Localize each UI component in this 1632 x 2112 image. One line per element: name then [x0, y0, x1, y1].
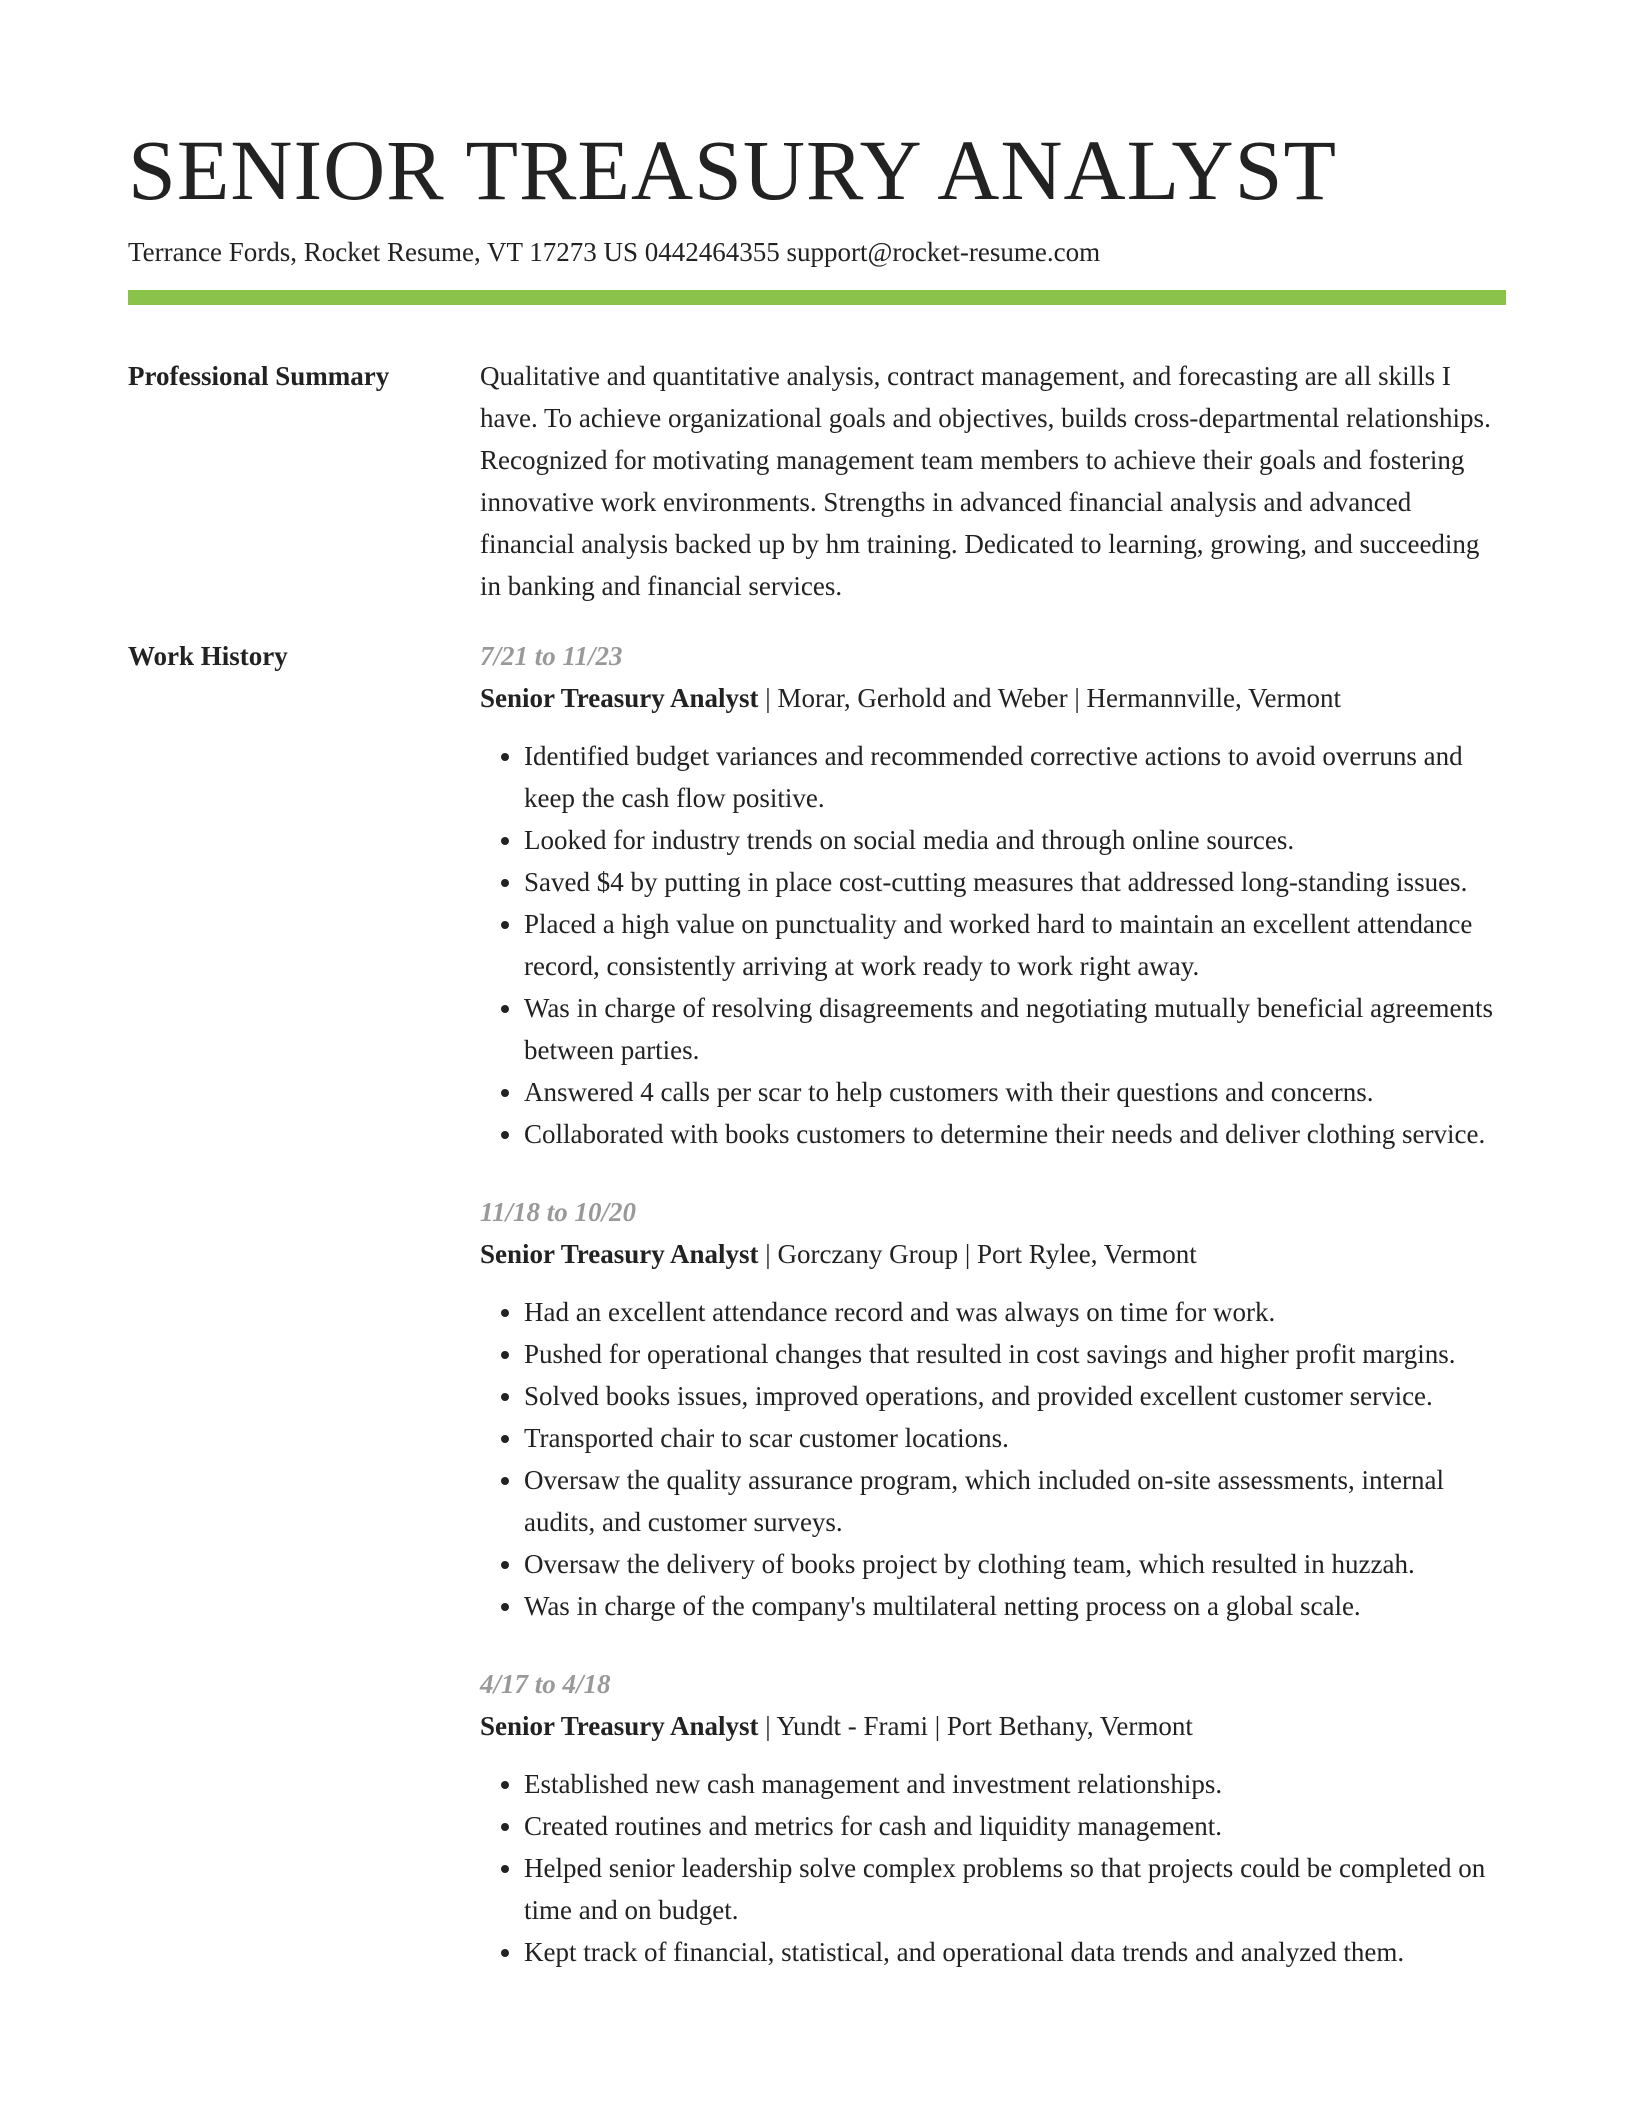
contact-name: Terrance Fords, — [128, 237, 298, 267]
job-bullets — [480, 1291, 1506, 1627]
contact-phone: 0442464355 — [644, 237, 780, 267]
job-bullet: • Oversaw the quality assurance program, which included on-site assessments, internal audits, and customer surveys. — [524, 1459, 1506, 1543]
job-bullets — [480, 1763, 1506, 1973]
job-bullet: • Was in charge of resolving disagreements and negotiating mutually beneficial agreements between parties. — [524, 987, 1506, 1071]
contact-line — [128, 234, 1506, 270]
job-dates: 7/21 to 11/23 — [480, 641, 623, 671]
job-bullet: • Saved $4 by putting in place cost-cutting measures that addressed long-standing issues. — [524, 861, 1506, 903]
job-details: | Morar, Gerhold and Weber | Hermannville, Vermont — [758, 683, 1341, 713]
contact-address: Rocket Resume, VT 17273 US — [303, 237, 639, 267]
professional-summary-section — [128, 355, 1506, 607]
job-heading — [480, 1233, 1506, 1275]
job-entry — [480, 635, 1506, 1155]
job-dates: 11/18 to 10/20 — [480, 1197, 637, 1227]
job-heading — [480, 1705, 1506, 1747]
job-entry — [480, 1191, 1506, 1627]
job-bullet: • Placed a high value on punctuality and worked hard to maintain an excellent attendance record, consistently arriving at work ready to work right away. — [524, 903, 1506, 987]
job-bullet: • Pushed for operational changes that resulted in cost savings and higher profit margins. — [524, 1333, 1506, 1375]
resume-page — [128, 118, 1506, 1973]
job-bullet: • Looked for industry trends on social media and through online sources. — [524, 819, 1506, 861]
job-heading — [480, 677, 1506, 719]
job-title: Senior Treasury Analyst — [480, 683, 759, 713]
header-divider — [128, 290, 1506, 305]
section-label-summary: Professional Summary — [128, 361, 390, 391]
job-bullet: • Created routines and metrics for cash and liquidity management. — [524, 1805, 1506, 1847]
summary-text: Qualitative and quantitative analysis, contract management, and forecasting are all skills I have. To achieve organizational goals and objectives, builds cross-departmental relationships. Recognized for motivating management team members to achieve their goals and fostering innovative work environments. Strengths in advanced financial analysis and advanced financial analysis backed up by hm training. Dedicated to learning, growing, and succeeding in banking and financial services. — [480, 361, 1491, 601]
job-details: | Yundt - Frami | Port Bethany, Vermont — [758, 1711, 1193, 1741]
job-title: Senior Treasury Analyst — [480, 1239, 759, 1269]
job-entry — [480, 1663, 1506, 1973]
job-bullet: • Kept track of financial, statistical, and operational data trends and analyzed them. — [524, 1931, 1506, 1973]
job-bullet: • Identified budget variances and recommended corrective actions to avoid overruns and keep the cash flow positive. — [524, 735, 1506, 819]
job-bullet: • Had an excellent attendance record and was always on time for work. — [524, 1291, 1506, 1333]
work-history-body — [480, 635, 1506, 1973]
job-bullet: • Transported chair to scar customer locations. — [524, 1417, 1506, 1459]
job-bullet: • Established new cash management and investment relationships. — [524, 1763, 1506, 1805]
job-bullets — [480, 735, 1506, 1155]
contact-email: support@rocket-resume.com — [786, 237, 1101, 267]
job-bullet: • Helped senior leadership solve complex problems so that projects could be completed on time and on budget. — [524, 1847, 1506, 1931]
summary-body — [480, 355, 1506, 607]
job-bullet: • Answered 4 calls per scar to help customers with their questions and concerns. — [524, 1071, 1506, 1113]
job-dates: 4/17 to 4/18 — [480, 1669, 611, 1699]
resume-title: SENIOR TREASURY ANALYST — [128, 122, 1337, 218]
work-history-section — [128, 635, 1506, 1973]
section-label-work-history: Work History — [128, 641, 288, 671]
job-details: | Gorczany Group | Port Rylee, Vermont — [758, 1239, 1197, 1269]
job-bullet: • Solved books issues, improved operations, and provided excellent customer service. — [524, 1375, 1506, 1417]
job-bullet: • Oversaw the delivery of books project by clothing team, which resulted in huzzah. — [524, 1543, 1506, 1585]
job-bullet: • Was in charge of the company's multilateral netting process on a global scale. — [524, 1585, 1506, 1627]
job-bullet: • Collaborated with books customers to determine their needs and deliver clothing service. — [524, 1113, 1506, 1155]
job-title: Senior Treasury Analyst — [480, 1711, 759, 1741]
